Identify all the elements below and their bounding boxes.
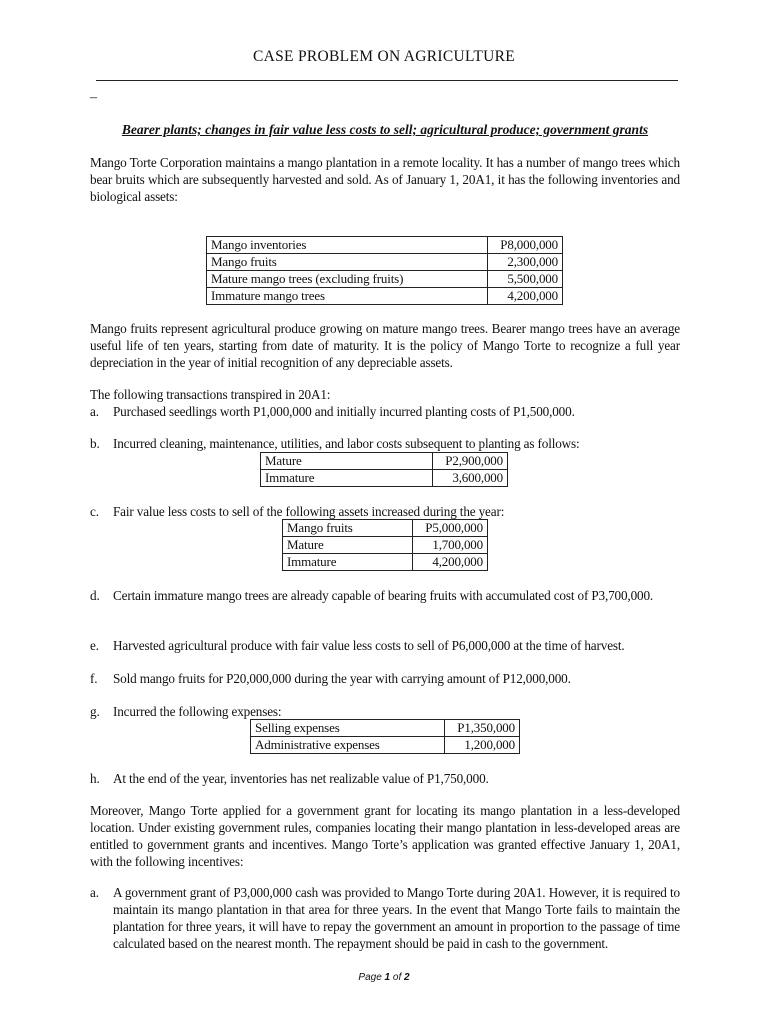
table-cell-label: Immature bbox=[261, 470, 433, 487]
item-label: b. bbox=[90, 436, 100, 451]
table-cell-label: Mature bbox=[283, 537, 413, 554]
table-row bbox=[251, 720, 520, 737]
item-text: At the end of the year, inventories has net realizable value of P1,750,000. bbox=[113, 771, 489, 786]
transaction-item-f bbox=[90, 670, 680, 687]
table-row bbox=[261, 470, 508, 487]
item-text: A government grant of P3,000,000 cash was provided to Mango Torte during 20A1. However, it is required to maintain its mango plantation in that area for three years. In the event that Mango Torte fails to maintain the plantation for three years, it will have to repay the government an amount in proportion to the passage of time calculated based on the nearest month. The repayment should be paid in cash to the government. bbox=[113, 885, 680, 951]
item-label: d. bbox=[90, 588, 100, 603]
table-row bbox=[283, 537, 488, 554]
table-cell-label: Administrative expenses bbox=[251, 737, 445, 754]
table-cell-label: Mango fruits bbox=[207, 254, 488, 271]
transaction-item-a bbox=[90, 403, 680, 420]
transaction-item-b bbox=[90, 435, 680, 452]
item-text: Purchased seedlings worth P1,000,000 and initially incurred planting costs of P1,500,000. bbox=[113, 404, 575, 419]
topic-subtitle: Bearer plants; changes in fair value less costs to sell; agricultural produce; government grants bbox=[121, 122, 649, 137]
page-title: CASE PROBLEM ON AGRICULTURE bbox=[252, 48, 516, 65]
item-text: Certain immature mango trees are already capable of bearing fruits with accumulated cost of P3,700,000. bbox=[113, 588, 654, 603]
item-label: a. bbox=[90, 404, 99, 419]
intro-paragraph: Mango Torte Corporation maintains a mango plantation in a remote locality. It has a number of mango trees which bear bruits which are subsequently harvested and sold. As of January 1, 20A1, it has the following inventories and biological assets: bbox=[90, 155, 680, 204]
table-cell-label: Immature bbox=[283, 554, 413, 571]
bearer-plants-paragraph: Mango fruits represent agricultural produce growing on mature mango trees. Bearer mango trees have an average useful life of ten years, starting from date of maturity. It is the policy of Mango Torte to recognize a full year depreciation in the year of initial recognition of any depreciable assets. bbox=[90, 321, 680, 370]
expenses-table bbox=[250, 719, 520, 754]
transaction-item-e bbox=[90, 637, 680, 654]
item-label: e. bbox=[90, 638, 99, 653]
table-cell-amount: P1,350,000 bbox=[445, 720, 520, 737]
table-cell-amount: 4,200,000 bbox=[488, 288, 563, 305]
item-text: Sold mango fruits for P20,000,000 during the year with carrying amount of P12,000,000. bbox=[113, 671, 571, 686]
table-cell-amount: P2,900,000 bbox=[433, 453, 508, 470]
transaction-item-c bbox=[90, 503, 680, 520]
table-row bbox=[283, 554, 488, 571]
item-label: h. bbox=[90, 771, 100, 786]
item-text: Incurred the following expenses: bbox=[113, 704, 282, 719]
transaction-item-h bbox=[90, 770, 680, 787]
table-cell-label: Mature mango trees (excluding fruits) bbox=[207, 271, 488, 288]
table-cell-amount: 4,200,000 bbox=[413, 554, 488, 571]
table-cell-label: Mango inventories bbox=[207, 237, 488, 254]
item-text: Harvested agricultural produce with fair value less costs to sell of P6,000,000 at the time of harvest. bbox=[113, 638, 625, 653]
item-label: g. bbox=[90, 704, 100, 719]
table-row bbox=[261, 453, 508, 470]
title-rule bbox=[96, 80, 678, 81]
item-label: a. bbox=[90, 885, 99, 900]
costs-table bbox=[260, 452, 508, 487]
transaction-item-d bbox=[90, 587, 680, 604]
table-cell-amount: 2,300,000 bbox=[488, 254, 563, 271]
transaction-item-g bbox=[90, 703, 680, 720]
item-text: Fair value less costs to sell of the following assets increased during the year: bbox=[113, 504, 505, 519]
table-row bbox=[207, 288, 563, 305]
stray-dash: – bbox=[90, 90, 97, 105]
table-cell-amount: 3,600,000 bbox=[433, 470, 508, 487]
fair-value-table bbox=[282, 519, 488, 571]
table-row bbox=[207, 254, 563, 271]
item-label: c. bbox=[90, 504, 99, 519]
footer-page-number: 1 bbox=[384, 972, 391, 983]
transactions-intro: The following transactions transpired in 20A1: bbox=[90, 387, 331, 402]
table-cell-amount: P5,000,000 bbox=[413, 520, 488, 537]
table-cell-amount: P8,000,000 bbox=[488, 237, 563, 254]
table-cell-label: Immature mango trees bbox=[207, 288, 488, 305]
table-cell-label: Selling expenses bbox=[251, 720, 445, 737]
assets-table bbox=[206, 236, 563, 305]
footer-of-word: of bbox=[392, 972, 402, 983]
table-row bbox=[207, 237, 563, 254]
item-text: Incurred cleaning, maintenance, utilities, and labor costs subsequent to planting as follows: bbox=[113, 436, 580, 451]
footer-page-total: 2 bbox=[404, 972, 410, 983]
table-cell-label: Mature bbox=[261, 453, 433, 470]
table-cell-amount: 1,700,000 bbox=[413, 537, 488, 554]
government-grant-paragraph: Moreover, Mango Torte applied for a government grant for locating its mango plantation in a less-developed location. Under existing government rules, companies locating their mango plantation in less-developed areas are entitled to government grants and incentives. Mango Torte’s application was granted effective January 1, 20A1, with the following incentives: bbox=[90, 803, 680, 869]
page-footer bbox=[0, 972, 768, 983]
table-row bbox=[207, 271, 563, 288]
table-cell-amount: 1,200,000 bbox=[445, 737, 520, 754]
table-cell-amount: 5,500,000 bbox=[488, 271, 563, 288]
grant-item-a bbox=[90, 884, 680, 952]
table-row bbox=[283, 520, 488, 537]
table-cell-label: Mango fruits bbox=[283, 520, 413, 537]
footer-page-word: Page bbox=[358, 972, 382, 983]
item-label: f. bbox=[90, 671, 98, 686]
table-row bbox=[251, 737, 520, 754]
